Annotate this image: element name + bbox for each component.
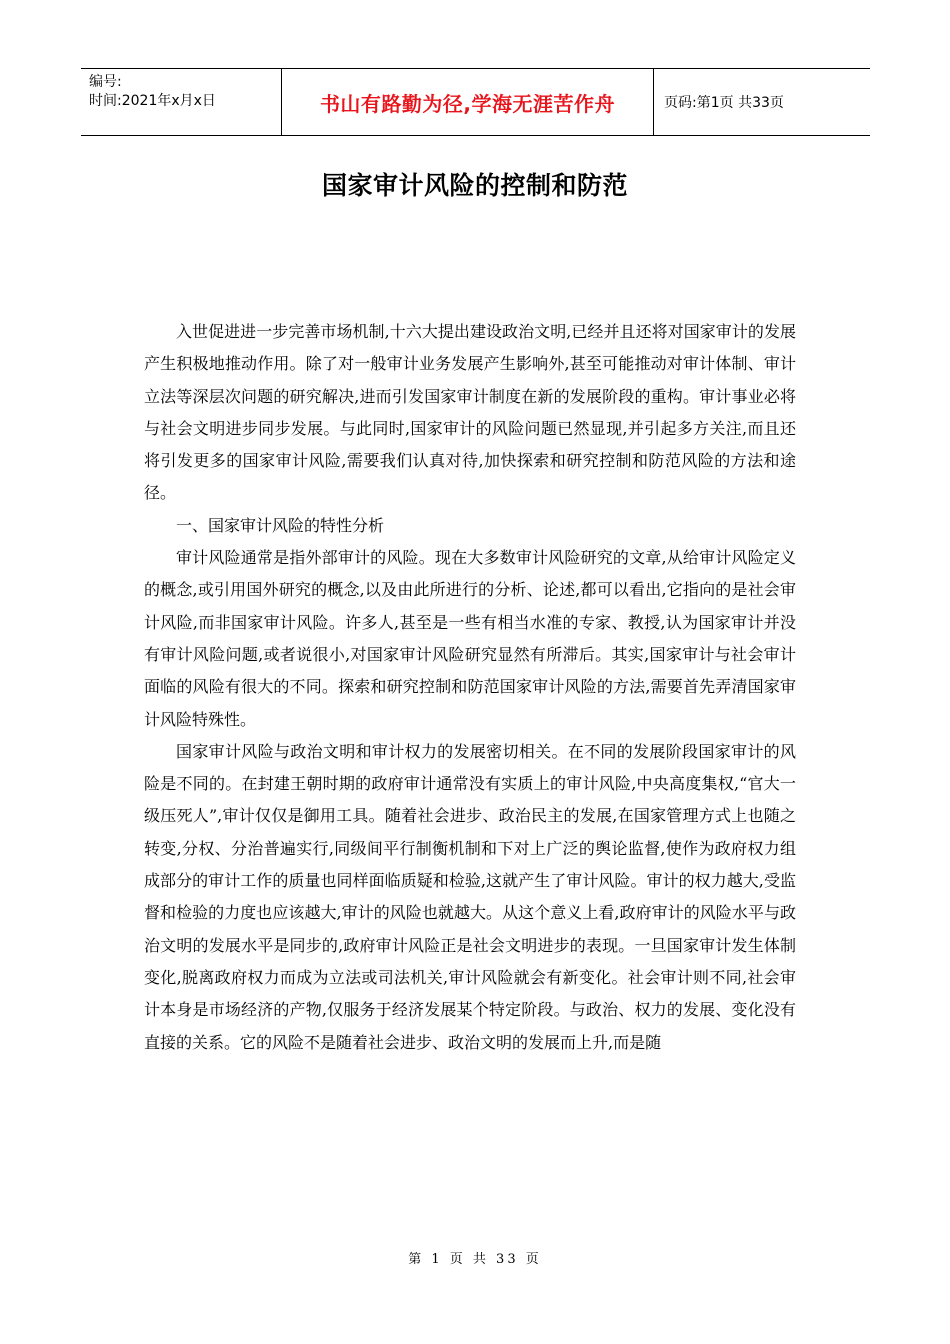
document-body <box>144 316 796 1059</box>
header-motto: 书山有路勤为径,学海无涯苦作舟 <box>281 69 654 135</box>
page-footer: 第 1 页 共 33 页 <box>408 1252 542 1267</box>
paragraph-audit-risk-politics: 国家审计风险与政治文明和审计权力的发展密切相关。在不同的发展阶段国家审计的风险是不同的。在封建王朝时期的政府审计通常没有实质上的审计风险,中央高度集权,“官大一级压死人”,审计仅仅是御用工具。随着社会进步、政治民主的发展,在国家管理方式上也随之转变,分权、分治普遍实行,同级间平行制衡机制和下对上广泛的舆论监督,使作为政府权力组成部分的审计工作的质量也同样面临质疑和检验,这就产生了审计风险。审计的权力越大,受监督和检验的力度也应该越大,审计的风险也就越大。从这个意义上看,政府审计的风险水平与政治文明的发展水平是同步的,政府审计风险正是社会文明进步的表现。一旦国家审计发生体制变化,脱离政府权力而成为立法或司法机关,审计风险就会有新变化。社会审计则不同,社会审计本身是市场经济的产物,仅服务于经济发展某个特定阶段。与政治、权力的发展、变化没有直接的关系。它的风险不是随着社会进步、政治文明的发展而上升,而是随 <box>144 741 796 1052</box>
section-heading-1: 一、国家审计风险的特性分析 <box>176 515 385 535</box>
header-meta <box>81 69 281 135</box>
paragraph-intro: 入世促进进一步完善市场机制,十六大提出建设政治文明,已经并且还将对国家审计的发展产生积极地推动作用。除了对一般审计业务发展产生影响外,甚至可能推动对审计体制、审计立法等深层次问题的研究解决,进而引发国家审计制度在新的发展阶段的重构。审计事业必将与社会文明进步同步发展。与此同时,国家审计的风险问题已然显现,并引起多方关注,而且还将引发更多的国家审计风险,需要我们认真对待,加快探索和研究控制和防范风险的方法和途径。 <box>144 322 796 503</box>
document-header <box>81 68 870 136</box>
document-number-label: 编号: <box>89 74 122 90</box>
document-time-label: 时间:2021年x月x日 <box>89 93 216 109</box>
paragraph-audit-risk-definition: 审计风险通常是指外部审计的风险。现在大多数审计风险研究的文章,从给审计风险定义的概念,或引用国外研究的概念,以及由此所进行的分析、论述,都可以看出,它指向的是社会审计风险,而非国家审计风险。许多人,甚至是一些有相当水准的专家、教授,认为国家审计并没有审计风险问题,或者说很小,对国家审计风险研究显然有所滞后。其实,国家审计与社会审计面临的风险有很大的不同。探索和研究控制和防范国家审计风险的方法,需要首先弄清国家审计风险特殊性。 <box>144 548 796 729</box>
header-page-info: 页码:第1页 共33页 <box>664 95 784 111</box>
document-title: 国家审计风险的控制和防范 <box>321 171 628 200</box>
